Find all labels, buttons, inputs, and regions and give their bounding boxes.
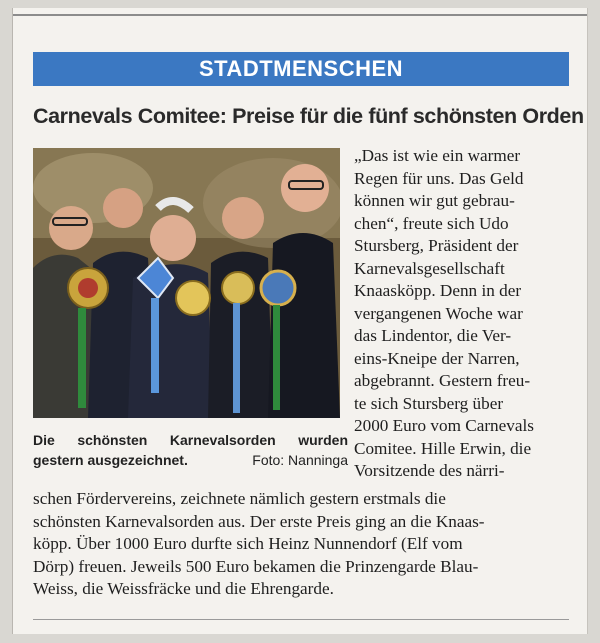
text-line: schönsten Karnevalsorden aus. Der erste Preis ging an die Knaas-: [33, 511, 485, 531]
text-line: Vorsitzende des närri-: [354, 461, 505, 480]
text-line: 2000 Euro vom Carnevals: [354, 416, 534, 435]
text-line: Regen für uns. Das Geld: [354, 168, 524, 188]
photo-caption: [33, 430, 348, 470]
text-line: können wir gut gebrau-: [354, 191, 515, 210]
article-full-width-text: [33, 488, 485, 601]
article-column-text: [354, 145, 534, 483]
article-photo: [33, 148, 340, 418]
text-line: Weiss, die Weissfräcke und die Ehrengarde.: [33, 579, 334, 598]
newspaper-clipping: [12, 8, 588, 634]
section-banner: STADTMENSCHEN: [33, 52, 569, 86]
text-line: schen Fördervereins, zeichnete nämlich gestern erstmals die: [33, 489, 446, 508]
text-line: abgebrannt. Gestern freu-: [354, 371, 531, 390]
bottom-rule: [33, 619, 569, 620]
caption-line-2: gestern ausgezeichnet.: [33, 452, 188, 468]
text-line: Comitee. Hille Erwin, die: [354, 438, 532, 458]
text-line: Karnevalsgesellschaft: [354, 258, 505, 278]
photo-illustration: [33, 148, 340, 418]
top-rule: [13, 14, 587, 16]
text-line: köpp. Über 1000 Euro durfte sich Heinz Nunnendorf (Elf vom: [33, 534, 463, 553]
text-line: eins-Kneipe der Narren,: [354, 348, 520, 368]
text-line: Knaasköpp. Denn in der: [354, 281, 522, 300]
text-line: chen“, freute sich Udo: [354, 213, 509, 233]
text-line: Stursberg, Präsident der: [354, 236, 519, 255]
photo-credit: Foto: Nanninga: [252, 452, 348, 468]
caption-line-1: Die schönsten Karnevalsorden wurden: [33, 432, 348, 448]
text-line: Dörp) freuen. Jeweils 500 Euro bekamen die Prinzengarde Blau-: [33, 556, 479, 576]
text-line: „Das ist wie ein warmer: [354, 146, 521, 165]
text-line: vergangenen Woche war: [354, 303, 523, 323]
text-line: das Lindentor, die Ver-: [354, 326, 512, 345]
text-line: te sich Stursberg über: [354, 393, 504, 413]
headline: Carnevals Comitee: Preise für die fünf schönsten Orden: [33, 104, 584, 128]
